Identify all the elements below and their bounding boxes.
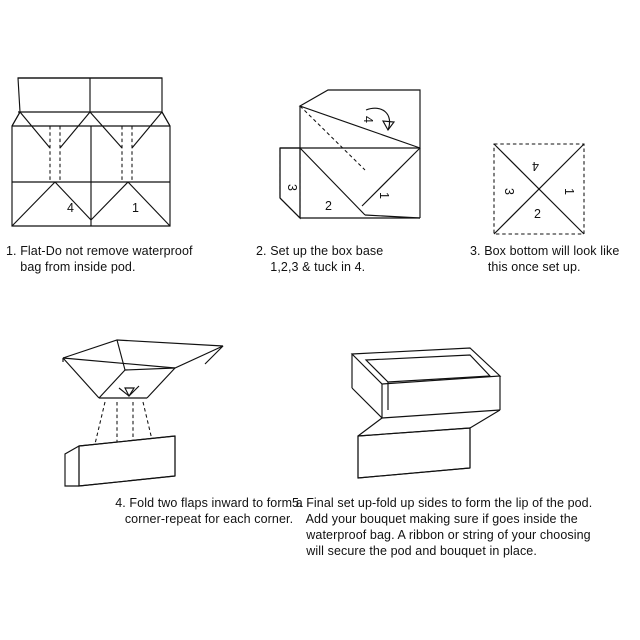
caption-line: corner-repeat for each corner. (124, 512, 294, 526)
step-1-caption (6, 243, 238, 275)
figure-label-4: 4 (361, 116, 375, 123)
final-setup-diagram (330, 336, 510, 488)
caption-line: 5. Final set up-fold up sides to form the lip of the pod. (292, 496, 593, 510)
caption-line: 2. Set up the box base (256, 244, 384, 258)
figure-label-2: 2 (325, 199, 332, 213)
step-2-caption (256, 243, 466, 275)
figure-label-4: 4 (67, 201, 74, 215)
caption-line: bag from inside pod. (6, 260, 136, 274)
caption-line: 1. Flat-Do not remove waterproof (6, 244, 193, 258)
caption-line: this once set up. (470, 260, 581, 274)
figure-label-1: 1 (377, 192, 391, 199)
box-base-setup-diagram (270, 88, 430, 236)
figure-label-1: 1 (562, 188, 576, 195)
caption-line: 4. Fold two flaps inward to form a (115, 496, 303, 510)
caption-line: will secure the pod and bouquet in place. (292, 544, 537, 558)
caption-line: Add your bouquet making sure if goes inside the (292, 512, 578, 526)
figure-label-1: 1 (132, 201, 139, 215)
figure-label-3: 3 (502, 188, 516, 195)
figure-label-2: 2 (534, 207, 541, 221)
fold-flaps-inward-diagram (55, 336, 235, 488)
caption-line: 3. Box bottom will look like (470, 244, 620, 258)
caption-line: waterproof bag. A ribbon or string of your choosing (292, 528, 591, 542)
figure-label-4: 4 (532, 159, 539, 173)
flat-pod-diagram (10, 60, 180, 235)
step-3-caption (470, 243, 640, 275)
figure-label-3: 3 (285, 184, 299, 191)
box-bottom-diagram (490, 140, 588, 238)
step-5-caption (292, 495, 628, 559)
caption-line: 1,2,3 & tuck in 4. (256, 260, 366, 274)
